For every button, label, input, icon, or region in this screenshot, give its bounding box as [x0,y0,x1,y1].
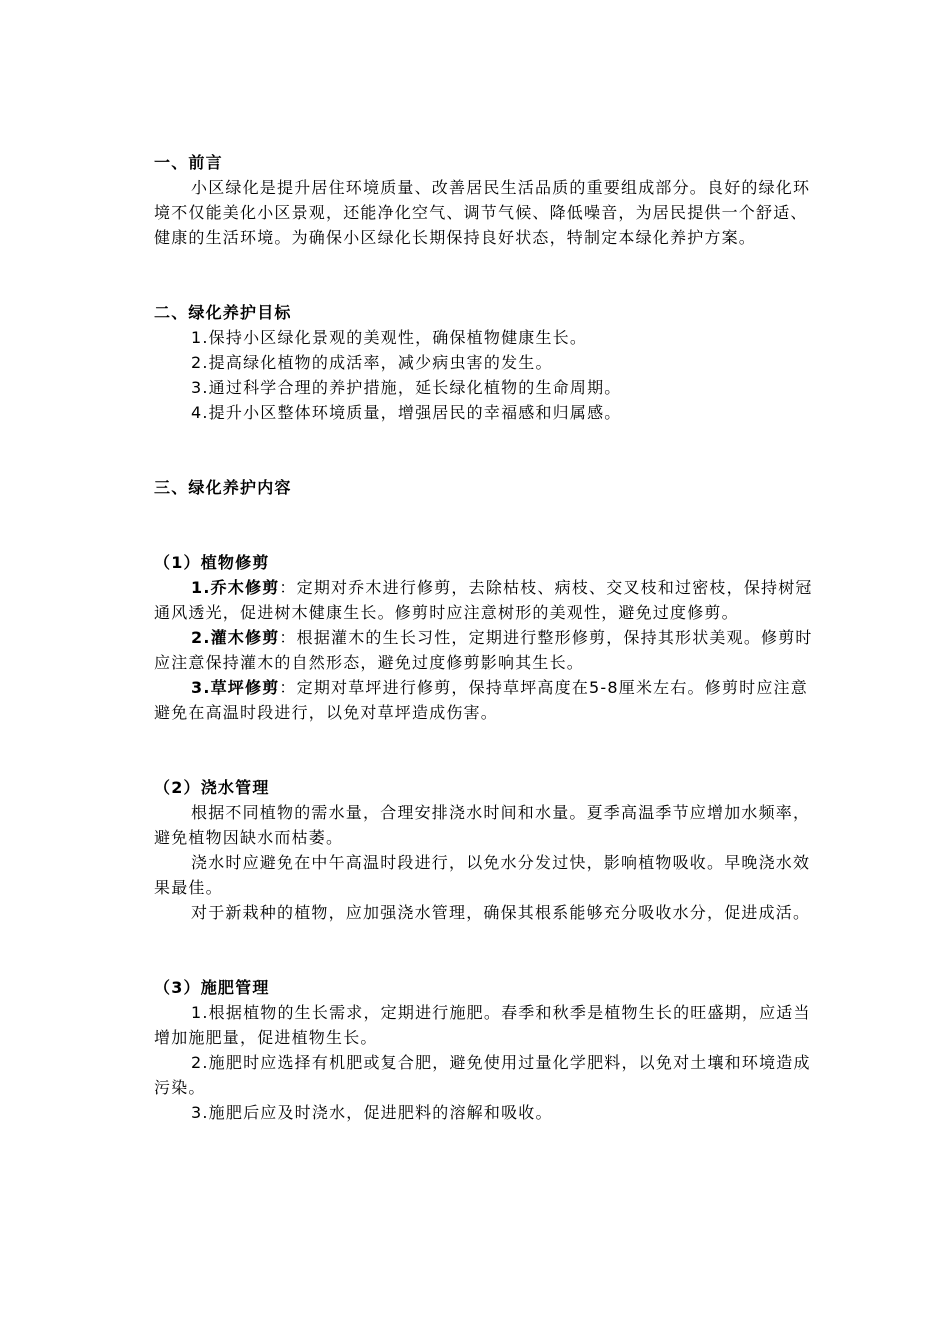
fertilizing-paragraph: 3.施肥后应及时浇水，促进肥料的溶解和吸收。 [191,1103,553,1122]
subsection-title-watering: （2）浇水管理 [154,778,270,797]
pruning-term: 3.草坪修剪 [191,678,280,697]
goal-item: 1.保持小区绿化景观的美观性，确保植物健康生长。 [191,328,588,347]
term-separator: ： [279,578,297,597]
subsection-title-fertilizing: （3）施肥管理 [154,978,270,997]
spacer [154,725,814,775]
goal-item: 2.提高绿化植物的成活率，减少病虫害的发生。 [191,353,553,372]
spacer [154,500,814,550]
term-separator: ： [279,678,297,697]
section-title-goals: 二、绿化养护目标 [154,303,292,322]
section-title-content: 三、绿化养护内容 [154,478,292,497]
fertilizing-paragraph: 1.根据植物的生长需求，定期进行施肥。春季和秋季是植物生长的旺盛期，应适当增加施肥量，促进植物生长。 [154,1003,811,1047]
pruning-item [154,575,814,625]
watering-paragraph: 根据不同植物的需水量，合理安排浇水时间和水量。夏季高温季节应增加水频率，避免植物因缺水而枯萎。 [154,803,811,847]
preface-paragraph: 小区绿化是提升居住环境质量、改善居民生活品质的重要组成部分。良好的绿化环境不仅能美化小区景观，还能净化空气、调节气候、降低噪音，为居民提供一个舒适、健康的生活环境。为确保小区绿化长期保持良好状态，特制定本绿化养护方案。 [154,178,811,247]
document-page [154,150,814,1125]
pruning-item [154,625,814,675]
spacer [154,425,814,475]
pruning-term: 2.灌木修剪 [191,628,280,647]
fertilizing-paragraph: 2.施肥时应选择有机肥或复合肥，避免使用过量化学肥料，以免对土壤和环境造成污染。 [154,1053,811,1097]
goal-item: 4.提升小区整体环境质量，增强居民的幸福感和归属感。 [191,403,622,422]
pruning-text: 定期对乔木进行修剪，去除枯枝、病枝、交叉枝和过密枝，保持树冠通风透光，促进树木健康生长。修剪时应注意树形的美观性，避免过度修剪。 [154,578,813,622]
pruning-text: 根据灌木的生长习性，定期进行整形修剪，保持其形状美观。修剪时应注意保持灌木的自然形态，避免过度修剪影响其生长。 [154,628,813,672]
spacer [154,250,814,300]
subsection-title-pruning: （1）植物修剪 [154,553,270,572]
pruning-text: 定期对草坪进行修剪，保持草坪高度在5-8厘米左右。修剪时应注意避免在高温时段进行，以免对草坪造成伤害。 [154,678,808,722]
watering-paragraph: 浇水时应避免在中午高温时段进行，以免水分发过快，影响植物吸收。早晚浇水效果最佳。 [154,853,811,897]
spacer [154,925,814,975]
pruning-item [154,675,814,725]
section-title-preface: 一、前言 [154,153,223,172]
watering-paragraph: 对于新栽种的植物，应加强浇水管理，确保其根系能够充分吸收水分，促进成活。 [191,903,811,922]
goal-item: 3.通过科学合理的养护措施，延长绿化植物的生命周期。 [191,378,622,397]
pruning-term: 1.乔木修剪 [191,578,280,597]
term-separator: ： [279,628,297,647]
